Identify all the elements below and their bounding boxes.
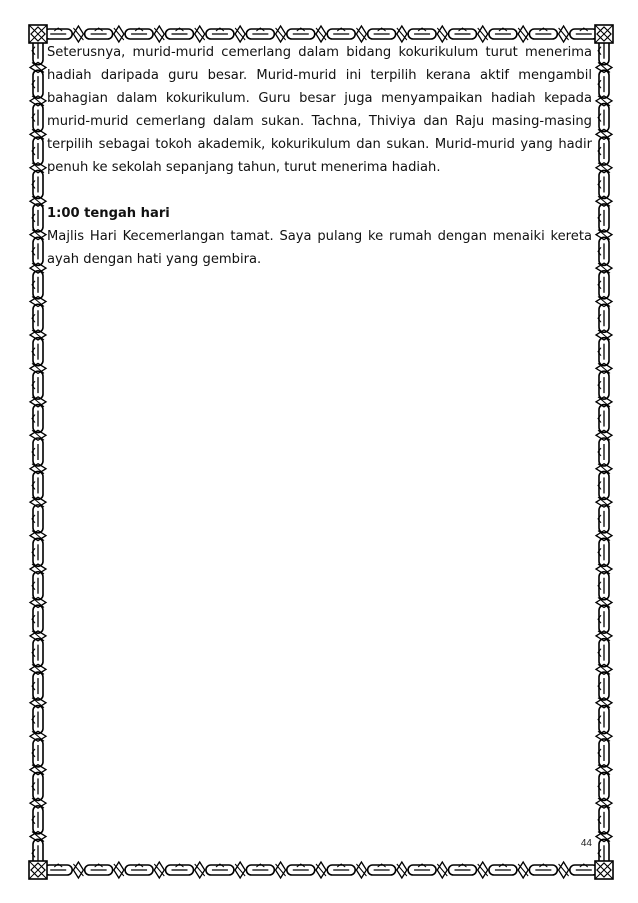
paragraph-ceremony-end: Majlis Hari Kecemerlangan tamat. Saya pulang ke rumah dengan menaiki kereta ayah dengan hati yang gembira. xyxy=(47,229,592,267)
paragraph-spacer xyxy=(47,179,592,202)
page-content xyxy=(47,41,592,271)
time-heading: 1:00 tengah hari xyxy=(47,206,170,221)
page-number: 44 xyxy=(580,838,592,849)
paragraph-prize-giving: Seterusnya, murid-murid cemerlang dalam bidang kokurikulum turut menerima hadiah daripada guru besar. Murid-murid ini terpilih kerana aktif mengambil bahagian dalam kokurikulum. Guru besar juga menyampaikan hadiah kepada murid-murid cemerlang dalam sukan. Tachna, Thiviya dan Raju masing-masing terpilih sebagai tokoh akademik, kokurikulum dan sukan. Murid-murid yang hadir penuh ke sekolah sepanjang tahun, turut menerima hadiah. xyxy=(47,45,592,175)
